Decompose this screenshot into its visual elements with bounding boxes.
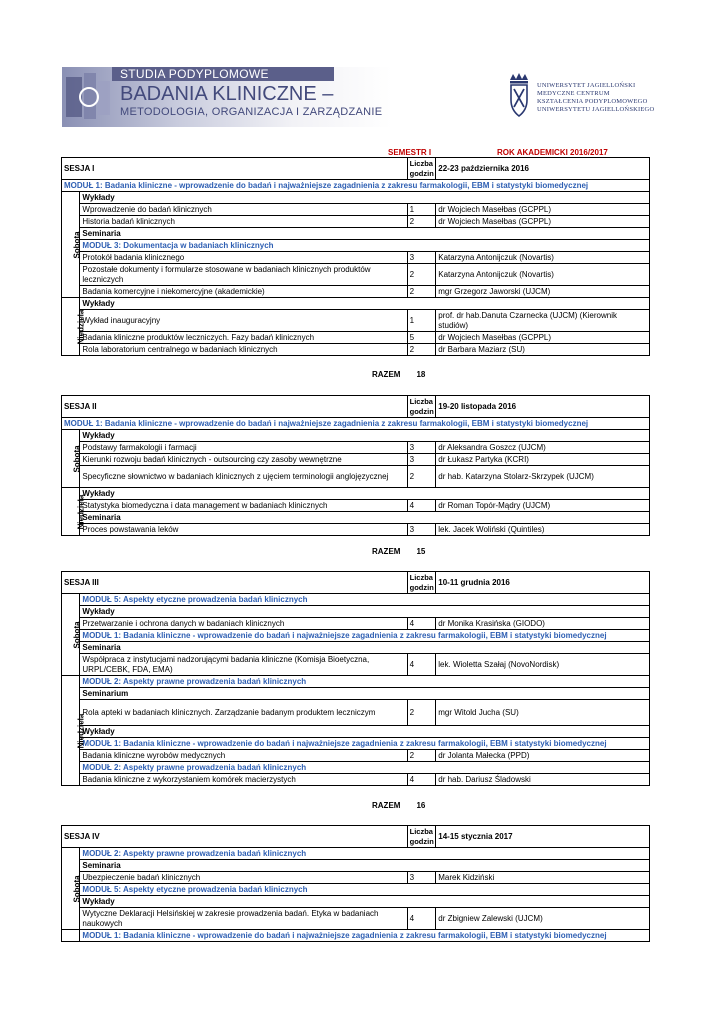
lecture-row [62,654,650,676]
lecture-hours: 2 [407,286,436,298]
lecture-hours: 4 [407,654,436,676]
lecture-hours: 4 [407,908,436,930]
lecture-row [62,618,650,630]
crown-crest-icon [505,72,533,120]
lecture-hours: 3 [407,442,436,454]
lecture-row [62,286,650,298]
module-title: MODUŁ 1: Badania kliniczne - wprowadzenie do badań i najważniejsze zagadnienia z zakresu farmakologii, EBM i statystyki biomedycznej [62,418,650,430]
lecture-topic: Podstawy farmakologii i farmacji [80,442,407,454]
lecture-hours: 3 [407,454,436,466]
day-cell [62,930,80,942]
module-row [62,884,650,896]
day-label-text: Niedziela [76,494,86,529]
lecturer: mgr Witold Jucha (SU) [436,700,650,726]
lecture-topic: Specyficzne słownictwo w badaniach klinicznych z ujęciem terminologii anglojęzycznej [80,466,407,488]
lecturer: prof. dr hab.Danuta Czarnecka (UJCM) (Kierownik studiów) [436,310,650,332]
day-label-sobota [62,430,80,488]
section-row [62,726,650,738]
session-total [372,547,425,556]
module-title: MODUŁ 1: Badania kliniczne - wprowadzenie do badań i najważniejsze zagadnienia z zakresu farmakologii, EBM i statystyki biomedycznej [80,630,650,642]
day-label-text: Sobota [72,444,82,473]
module-title: MODUŁ 2: Aspekty prawne prowadzenia badań klinicznych [80,848,650,860]
lecturer: dr Zbigniew Zalewski (UJCM) [436,908,650,930]
lecture-topic: Wytyczne Deklaracji Helsińskiej w zakresie prowadzenia badań. Etyka w badaniach naukowych [80,908,407,930]
lecture-row [62,442,650,454]
lecture-row [62,500,650,512]
total-label: RAZEM [372,801,401,810]
session-date: 14-15 stycznia 2017 [436,826,650,848]
lecturer: Katarzyna Antonijczuk (Novartis) [436,252,650,264]
lecture-row [62,700,650,726]
section-heading: Seminarium [80,688,650,700]
section-row [62,298,650,310]
total-hours: 16 [416,801,426,810]
module-row [62,240,650,252]
hours-header: Liczba godzin [407,396,436,418]
lecture-row [62,252,650,264]
lecture-hours: 2 [407,344,436,356]
lecture-hours: 2 [407,466,436,488]
lecture-topic: Badania kliniczne z wykorzystaniem komórek macierzystych [80,774,407,786]
section-row [62,642,650,654]
section-row [62,860,650,872]
university-name: UNIWERSYTET JAGIELLOŃSKI MEDYCZNE CENTRUM KSZTAŁCENIA PODYPLOMOWEGO UNIWERSYTETU JAGIELLOŃSKIEGO [537,82,655,113]
lecture-hours: 3 [407,524,436,536]
semester-label: SEMESTR I [388,148,432,157]
lecture-hours: 4 [407,500,436,512]
session-table [61,157,650,356]
module-title: MODUŁ 3: Dokumentacja w badaniach klinicznych [80,240,650,252]
day-label-sobota [62,848,80,930]
session-table [61,825,650,942]
day-label-niedziela [62,488,86,536]
section-heading: Seminaria [80,642,650,654]
day-label-text: Sobota [72,230,82,259]
lecturer: dr Monika Krasińska (GIODO) [436,618,650,630]
lecture-topic: Badania kliniczne wyrobów medycznych [80,750,407,762]
lecture-hours: 2 [407,264,436,286]
section-heading: Wykłady [80,488,650,500]
lecturer: dr Wojciech Masełbas (GCPPL) [436,216,650,228]
lecture-row [62,454,650,466]
total-label: RAZEM [372,370,401,379]
day-label-niedziela [62,676,86,786]
section-row [62,430,650,442]
lecture-topic: Współpraca z instytucjami nadzorującymi badania kliniczne (Komisja Bioetyczna, URPL/CEBK, FDA, EMA) [80,654,407,676]
lecturer: lek. Jacek Woliński (Quintiles) [436,524,650,536]
module-row [62,180,650,192]
module-row [62,738,650,750]
lecture-topic: Statystyka biomedyczna i data management w badaniach klinicznych [80,500,407,512]
session-date: 10-11 grudnia 2016 [436,572,650,594]
lecture-topic: Proces powstawania leków [80,524,407,536]
lecturer: Katarzyna Antonijczuk (Novartis) [436,264,650,286]
section-heading: Wykłady [80,430,650,442]
lecturer: dr Roman Topór-Mądry (UJCM) [436,500,650,512]
lecture-topic: Historia badań klinicznych [80,216,407,228]
section-heading: Seminaria [80,228,650,240]
module-title: MODUŁ 5: Aspekty etyczne prowadzenia badań klinicznych [80,594,650,606]
lecturer: mgr Grzegorz Jaworski (UJCM) [436,286,650,298]
program-banner [62,67,392,127]
day-label-text: Sobota [72,620,82,649]
section-heading: Seminaria [80,860,650,872]
lecture-row [62,524,650,536]
hours-header: Liczba godzin [407,158,436,180]
lecture-hours: 2 [407,216,436,228]
module-row [62,594,650,606]
section-heading: Wykłady [80,726,650,738]
lecture-topic: Kierunki rozwoju badań klinicznych - outsourcing czy zasoby wewnętrzne [80,454,407,466]
session-title: SESJA III [62,572,408,594]
banner-title-main: BADANIA KLINICZNE – [120,83,334,105]
lecture-hours: 3 [407,872,436,884]
lecturer: dr Aleksandra Goszcz (UJCM) [436,442,650,454]
lecture-topic: Protokół badania klinicznego [80,252,407,264]
session-title: SESJA IV [62,826,408,848]
lecture-row [62,332,650,344]
lecturer: dr Barbara Maziarz (SU) [436,344,650,356]
module-title: MODUŁ 1: Badania kliniczne - wprowadzenie do badań i najważniejsze zagadnienia z zakresu farmakologii, EBM i statystyki biomedycznej [80,738,650,750]
lecturer: lek. Wioletta Szałaj (NovoNordisk) [436,654,650,676]
lecture-row [62,344,650,356]
hours-header: Liczba godzin [407,572,436,594]
lecture-topic: Rola apteki w badaniach klinicznych. Zarządzanie badanym produktem leczniczym [80,700,407,726]
lecture-row [62,872,650,884]
banner-title-small: STUDIA PODYPLOMOWE [120,67,269,81]
module-title: MODUŁ 1: Badania kliniczne - wprowadzenie do badań i najważniejsze zagadnienia z zakresu farmakologii, EBM i statystyki biomedycznej [62,180,650,192]
day-label-sobota [62,192,80,298]
section-row [62,688,650,700]
module-title: MODUŁ 1: Badania kliniczne - wprowadzenie do badań i najważniejsze zagadnienia z zakresu farmakologii, EBM i statystyki biomedycznej [80,930,650,942]
lecture-row [62,750,650,762]
lecture-topic: Wykład inauguracyjny [80,310,407,332]
lecture-topic: Badania kliniczne produktów leczniczych. Fazy badań klinicznych [80,332,407,344]
section-heading: Wykłady [80,606,650,618]
section-row [62,606,650,618]
module-row [62,930,650,942]
session-table [61,395,650,536]
session-date: 22-23 października 2016 [436,158,650,180]
lecture-row [62,216,650,228]
total-label: RAZEM [372,547,401,556]
day-label-text: Niedziela [76,309,86,344]
lecture-hours: 4 [407,618,436,630]
lecture-hours: 5 [407,332,436,344]
lecture-hours: 2 [407,750,436,762]
session-table [61,571,650,786]
day-label-text: Niedziela [76,713,86,748]
total-hours: 18 [416,370,426,379]
section-heading: Wykłady [80,298,650,310]
lecture-topic: Ubezpieczenie badań klinicznych [80,872,407,884]
lecture-row [62,310,650,332]
module-row [62,762,650,774]
section-heading: Wykłady [80,896,650,908]
lecture-hours: 2 [407,700,436,726]
session-title: SESJA II [62,396,408,418]
lecturer: dr Wojciech Masełbas (GCPPL) [436,332,650,344]
lecture-hours: 3 [407,252,436,264]
section-row [62,488,650,500]
lecturer: dr Wojciech Masełbas (GCPPL) [436,204,650,216]
lecture-topic: Pozostałe dokumenty i formularze stosowane w badaniach klinicznych produktów leczniczych [80,264,407,286]
lecture-row [62,204,650,216]
day-label-text: Sobota [72,874,82,903]
day-label-niedziela [62,298,86,356]
clinical-logo-icon [64,71,114,123]
section-row [62,192,650,204]
day-label-sobota [62,594,80,676]
lecture-topic: Wprowadzenie do badań klinicznych [80,204,407,216]
lecture-hours: 4 [407,774,436,786]
lecturer: dr hab. Katarzyna Stolarz-Skrzypek (UJCM) [436,466,650,488]
section-heading: Seminaria [80,512,650,524]
lecture-hours: 1 [407,204,436,216]
module-title: MODUŁ 2: Aspekty prawne prowadzenia badań klinicznych [80,762,650,774]
lecturer: dr Łukasz Partyka (KCRI) [436,454,650,466]
lecturer: dr hab. Dariusz Śladowski [436,774,650,786]
university-logo [505,72,665,122]
academic-year-label: ROK AKADEMICKI 2016/2017 [497,148,608,157]
lecture-row [62,908,650,930]
section-row [62,228,650,240]
module-row [62,848,650,860]
lecturer: Marek Kidziński [436,872,650,884]
section-heading: Wykłady [80,192,650,204]
section-row [62,512,650,524]
session-total [372,801,425,810]
lecture-row [62,774,650,786]
hours-header: Liczba godzin [407,826,436,848]
module-row [62,630,650,642]
section-row [62,896,650,908]
session-title: SESJA I [62,158,408,180]
banner-subtitle: METODOLOGIA, ORGANIZACJA I ZARZĄDZANIE [120,106,383,118]
lecture-row [62,466,650,488]
module-title: MODUŁ 5: Aspekty etyczne prowadzenia badań klinicznych [80,884,650,896]
lecture-hours: 1 [407,310,436,332]
lecture-topic: Badania komercyjne i niekomercyjne (akademickie) [80,286,407,298]
session-date: 19-20 listopada 2016 [436,396,650,418]
lecture-row [62,264,650,286]
module-row [62,418,650,430]
module-title: MODUŁ 2: Aspekty prawne prowadzenia badań klinicznych [80,676,650,688]
lecture-topic: Rola laboratorium centralnego w badaniach klinicznych [80,344,407,356]
lecture-topic: Przetwarzanie i ochrona danych w badaniach klinicznych [80,618,407,630]
lecturer: dr Jolanta Małecka (PPD) [436,750,650,762]
module-row [62,676,650,688]
session-total [372,370,425,379]
total-hours: 15 [416,547,426,556]
